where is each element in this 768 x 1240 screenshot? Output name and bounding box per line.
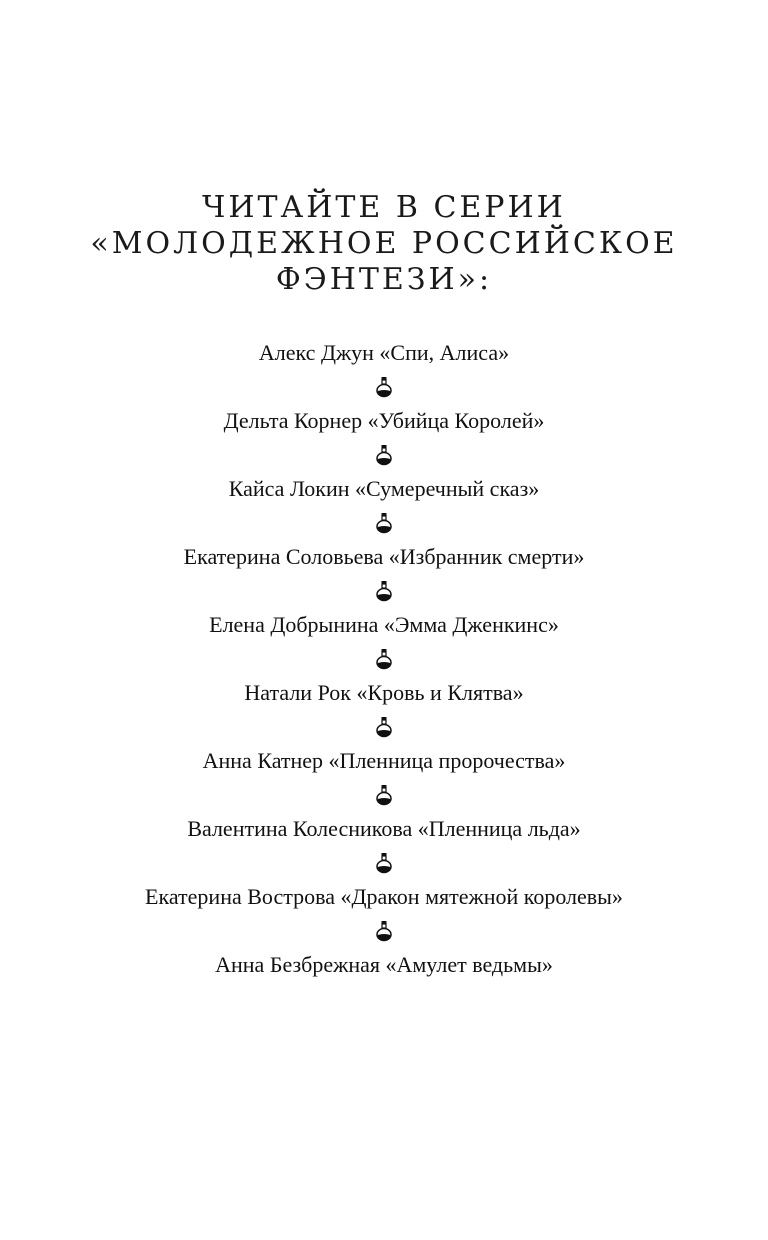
potion-flask-icon bbox=[0, 370, 768, 404]
book-entry: Натали Рок «Кровь и Клятва» bbox=[244, 680, 524, 705]
book-entry: Дельта Корнер «Убийца Королей» bbox=[223, 408, 545, 433]
potion-flask-icon bbox=[0, 506, 768, 540]
heading-line-3: ФЭНТЕЗИ»: bbox=[275, 262, 493, 297]
potion-flask-icon bbox=[0, 574, 768, 608]
heading-line-2: «МОЛОДЕЖНОЕ РОССИЙСКОЕ bbox=[90, 226, 678, 261]
potion-flask-icon bbox=[0, 642, 768, 676]
book-entry: Анна Катнер «Пленница пророчества» bbox=[202, 748, 566, 773]
book-list bbox=[0, 336, 768, 982]
book-entry: Екатерина Соловьева «Избранник смерти» bbox=[183, 544, 585, 569]
book-entry: Кайса Локин «Сумеречный сказ» bbox=[228, 476, 540, 501]
book-entry: Анна Безбрежная «Амулет ведьмы» bbox=[215, 952, 553, 977]
potion-flask-icon bbox=[0, 710, 768, 744]
book-entry: Елена Добрынина «Эмма Дженкинс» bbox=[209, 612, 559, 637]
book-entry: Валентина Колесникова «Пленница льда» bbox=[187, 816, 581, 841]
potion-flask-icon bbox=[0, 846, 768, 880]
potion-flask-icon bbox=[0, 914, 768, 948]
heading-line-1: ЧИТАЙТЕ В СЕРИИ bbox=[202, 190, 566, 225]
potion-flask-icon bbox=[0, 438, 768, 472]
series-heading bbox=[0, 190, 768, 298]
book-entry: Екатерина Вострова «Дракон мятежной королевы» bbox=[145, 884, 623, 909]
book-entry: Алекс Джун «Спи, Алиса» bbox=[258, 340, 510, 365]
potion-flask-icon bbox=[0, 778, 768, 812]
